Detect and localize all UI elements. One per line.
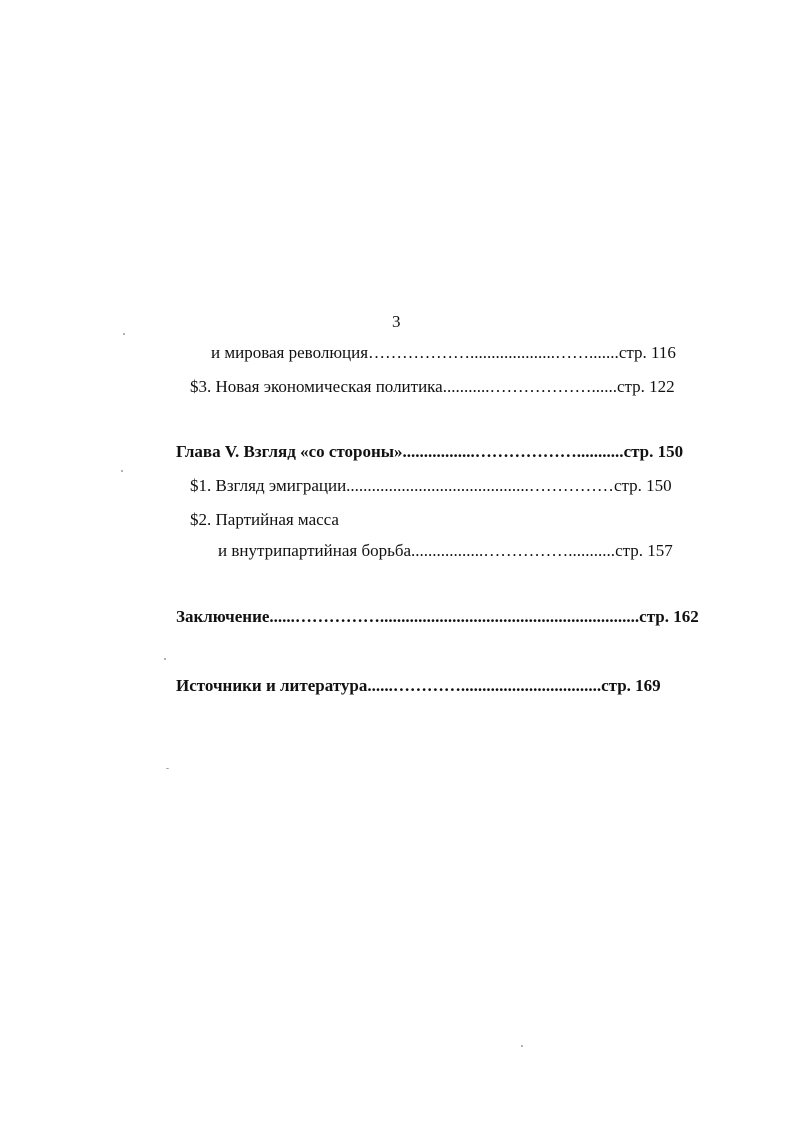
toc-entry-world-revolution	[211, 343, 676, 363]
scan-speck	[121, 470, 123, 472]
scan-speck	[166, 768, 169, 769]
toc-entry-title: $3. Новая экономическая политика...........………………......	[190, 377, 617, 396]
toc-entry-page: стр. 150	[613, 476, 672, 495]
toc-entry-inner-party-struggle	[218, 541, 673, 561]
toc-entry-page: стр. 122	[616, 377, 675, 396]
toc-entry-conclusion	[176, 607, 699, 627]
scan-speck	[521, 1045, 523, 1047]
toc-entry-page: стр. 162	[639, 607, 699, 626]
toc-entry-sources	[176, 676, 661, 696]
toc-entry-title: Заключение......…………….............................................................	[176, 607, 640, 626]
toc-entry-page: стр. 169	[601, 676, 661, 695]
toc-entry-title: $1. Взгляд эмиграции...........................................……………	[190, 476, 614, 495]
toc-entry-party-mass	[190, 510, 339, 530]
toc-entry-chapter-5	[176, 442, 683, 462]
toc-entry-page: стр. 157	[615, 541, 673, 560]
toc-entry-title: $2. Партийная масса	[190, 510, 339, 529]
toc-entry-page: стр. 150	[623, 442, 684, 461]
toc-entry-emigration-view	[190, 476, 672, 496]
toc-entry-title: Источники и литература......………….................................	[176, 676, 602, 695]
toc-entry-new-economic-policy	[190, 377, 675, 397]
toc-entry-title: и внутрипартийная борьба.................……………...........	[218, 541, 616, 560]
scan-speck	[123, 333, 125, 335]
page-number: 3	[392, 312, 401, 331]
toc-entry-title: Глава V. Взгляд «со стороны».................………………...........	[176, 442, 624, 461]
toc-entry-page: стр. 116	[618, 343, 676, 362]
toc-entry-title: и мировая революция………………....................…….......	[211, 343, 619, 362]
scan-speck	[164, 658, 166, 660]
